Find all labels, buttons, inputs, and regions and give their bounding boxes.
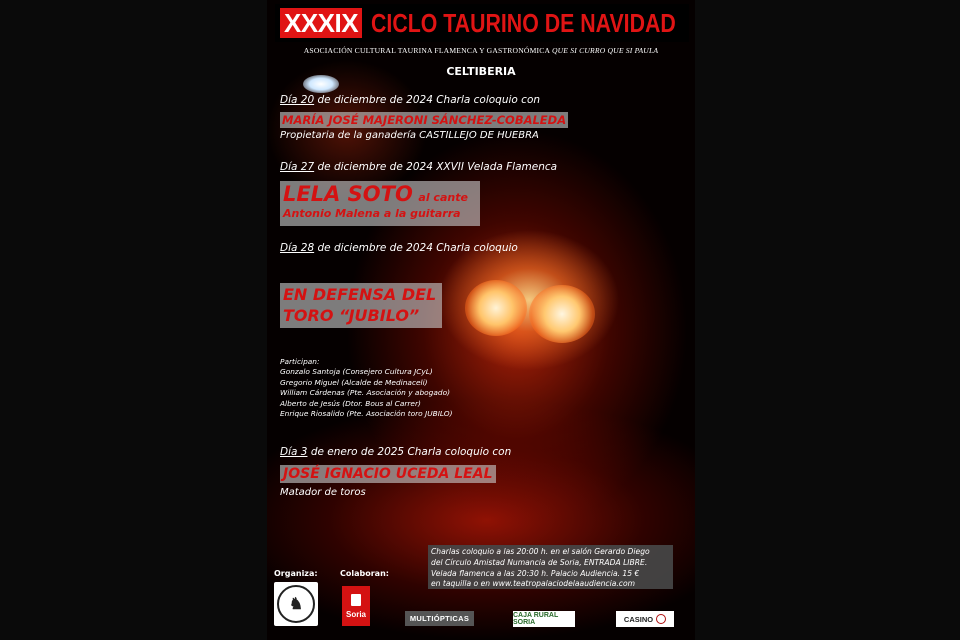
participant: Alberto de Jesús (Dtor. Bous al Carrer) (280, 398, 421, 408)
colaboran-label: Colaboran: (340, 569, 389, 578)
venue-name: CELTIBERIA (446, 65, 516, 78)
event-date-text: de diciembre de 2024 XXVII Velada Flamenca (317, 161, 558, 173)
event-guest-detail: Matador de toros (280, 487, 366, 498)
event-topic-line: TORO “JUBILO” (283, 306, 420, 325)
event-day: Día 20 (280, 94, 315, 106)
info-line: Velada flamenca a las 20:30 h. Palacio Audiencia. 15 € (431, 568, 640, 578)
participants-title: Participan: (280, 357, 320, 366)
poster-title: CICLO TAURINO DE NAVIDAD (371, 8, 676, 38)
info-line: Charlas coloquio a las 20:00 h. en el salón Gerardo Diego (431, 547, 650, 556)
event-performer-name: LELA SOTO (283, 182, 413, 206)
organiza-label: Organiza: (274, 569, 318, 578)
participant: Gonzalo Santoja (Consejero Cultura JCyL) (280, 367, 433, 377)
multiopticas-logo: MULTIÓPTICAS (405, 611, 474, 626)
soria-logo-text: Soria (345, 609, 366, 619)
event-date (280, 94, 540, 106)
event-date (280, 242, 518, 254)
event-performer-box (280, 181, 480, 226)
event-day: Día 3 (280, 446, 308, 458)
event-performer-role: al cante (418, 191, 468, 204)
poster-header (275, 4, 689, 42)
event-topic-line: EN DEFENSA DEL (283, 285, 437, 304)
organizer-line (267, 46, 695, 55)
organizer-name: ASOCIACIÓN CULTURAL TAURINA FLAMENCA Y GASTRONÓMICA (303, 46, 550, 55)
bullfighter-emblem-icon: ♞ (277, 585, 315, 623)
event-date (280, 161, 557, 173)
crest-icon (351, 594, 361, 606)
event-date-text: de enero de 2025 Charla coloquio con (310, 446, 512, 458)
casino-logo-text: CASINO (623, 614, 654, 624)
event-guest-detail: Propietaria de la ganadería CASTILLEJO DE HUEBRA (280, 130, 539, 141)
participant: William Cárdenas (Pte. Asociación y abogado) (280, 388, 450, 398)
event-poster (267, 0, 695, 640)
event-date-text: de diciembre de 2024 Charla coloquio (317, 242, 518, 254)
soria-logo (342, 586, 370, 626)
info-line: del Círculo Amistad Numancia de Soria, ENTRADA LIBRE. (431, 557, 648, 567)
event-topic-box (280, 283, 442, 328)
organizer-motto: QUE SI CURRO QUE SI PAULA (551, 46, 659, 55)
event-performer-detail: Antonio Malena a la guitarra (283, 207, 461, 220)
event-date-text: de diciembre de 2024 Charla coloquio con (317, 94, 541, 106)
association-logo (274, 582, 318, 626)
info-line: en taquilla o en www.teatropalaciodelaaudiencia.com (431, 579, 636, 589)
participant: Gregorio Miguel (Alcalde de Medinaceli) (280, 377, 428, 387)
event-guest-name: JOSÉ IGNACIO UCEDA LEAL (280, 465, 496, 483)
light-flare (529, 285, 595, 343)
edition-badge: XXXIX (280, 8, 362, 38)
participant: Enrique Riosalido (Pte. Asociación toro JUBILO) (280, 409, 453, 419)
event-guest-name: MARÍA JOSÉ MAJERONI SÁNCHEZ-COBALEDA (282, 113, 567, 127)
caja-rural-logo: CAJA RURAL SORIA (513, 611, 575, 627)
event-day: Día 27 (280, 161, 315, 173)
event-date (280, 446, 511, 458)
casino-logo (616, 611, 674, 627)
event-info-box (428, 545, 673, 589)
event-day: Día 28 (280, 242, 315, 254)
light-flare (465, 280, 527, 336)
participants-list (280, 357, 452, 419)
seal-icon (656, 614, 666, 624)
